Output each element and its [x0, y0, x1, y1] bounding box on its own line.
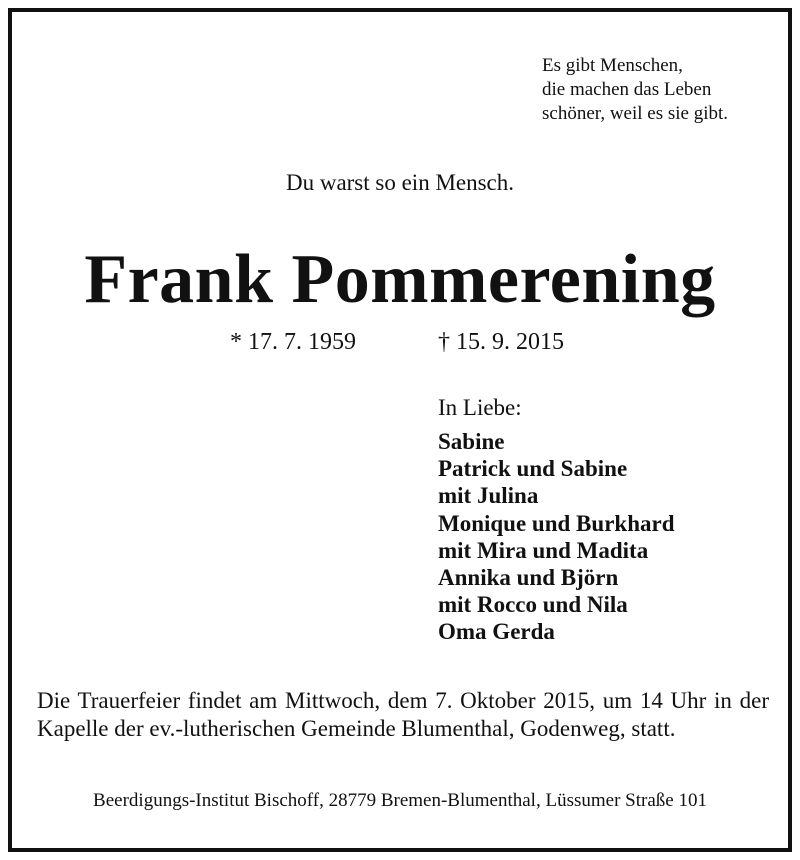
mourner-entry: mit Rocco und Nila: [438, 592, 628, 618]
quote-line: schöner, weil es sie gibt.: [542, 103, 729, 124]
mourners-list: [438, 428, 674, 646]
mourner-entry: Annika und Björn: [438, 565, 619, 591]
deceased-name: Frank Pommerening: [84, 241, 716, 318]
quote-block: [542, 54, 782, 126]
funeral-home-info: Beerdigungs-Institut Bischoff, 28779 Bremen-Blumenthal, Lüssumer Straße 101: [93, 790, 707, 811]
birth-date: * 17. 7. 1959: [230, 329, 356, 355]
mourner-entry: Patrick und Sabine: [438, 456, 628, 482]
obituary-notice: [8, 8, 792, 852]
mourner-entry: Oma Gerda: [438, 619, 555, 645]
mourner-entry: Monique und Burkhard: [438, 510, 675, 536]
death-date: † 15. 9. 2015: [438, 329, 564, 355]
quote-line: die machen das Leben: [542, 79, 712, 100]
service-announcement: Die Trauerfeier findet am Mittwoch, dem 7. Oktober 2015, um 14 Uhr in der Kapelle der ev.-lutherischen Gemeinde Blumenthal, Godenweg, statt.: [37, 688, 769, 741]
tagline: Du warst so ein Mensch.: [285, 170, 515, 195]
mourner-entry: Sabine: [438, 429, 505, 454]
mourner-entry: mit Julina: [438, 483, 539, 509]
mourner-entry: mit Mira und Madita: [438, 537, 649, 563]
quote-line: Es gibt Menschen,: [542, 55, 683, 76]
in-love-label: In Liebe:: [438, 395, 522, 420]
